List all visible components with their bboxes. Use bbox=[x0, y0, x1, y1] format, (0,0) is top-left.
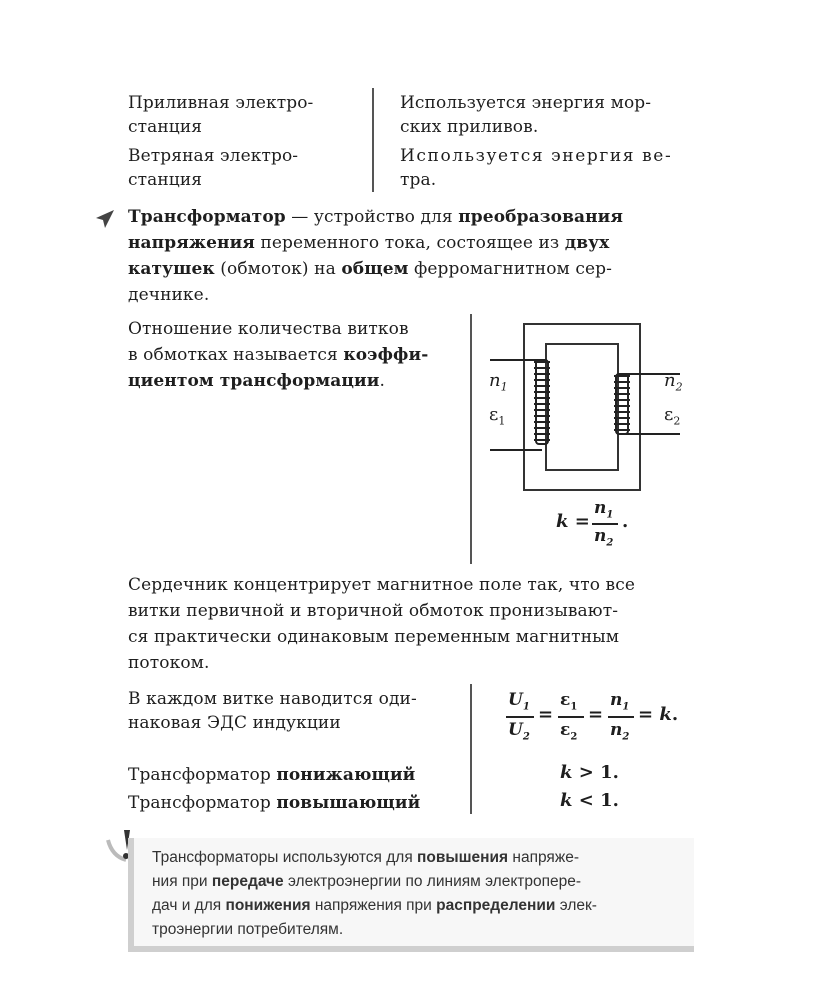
label-e2: $\varepsilon_2$ bbox=[664, 404, 681, 428]
ratio-line: в обмотках называется коэффи- bbox=[128, 345, 429, 365]
core-line: витки первичной и вторичной обмоток пронизывают- bbox=[128, 601, 619, 621]
definition-line: катушек (обмоток) на общем ферромагнитном сер- bbox=[128, 259, 612, 279]
k-less-than-1: k < 1. bbox=[560, 790, 619, 811]
station-name-line: станция bbox=[128, 117, 203, 137]
equals-sign: = bbox=[588, 704, 604, 725]
core-line: Сердечник концентрирует магнитное поле так, что все bbox=[128, 575, 635, 595]
fraction-bar bbox=[558, 716, 584, 718]
label-e1: $\varepsilon_1$ bbox=[489, 404, 506, 428]
station-name-line: станция bbox=[128, 170, 203, 190]
note-box bbox=[128, 838, 694, 952]
station-desc-line: ских приливов. bbox=[400, 117, 539, 137]
note-line: троэнергии потребителям. bbox=[152, 921, 344, 938]
arrow-marker-icon bbox=[94, 208, 116, 230]
note-line: Трансформаторы используются для повышения напряже- bbox=[152, 849, 579, 866]
k-denominator: $n_2$ bbox=[594, 526, 614, 549]
k-numerator: $n_1$ bbox=[594, 498, 614, 521]
fraction-bar bbox=[506, 716, 534, 718]
ratio-line: Отношение количества витков bbox=[128, 319, 409, 339]
core-line: потоком. bbox=[128, 653, 210, 673]
column-divider bbox=[372, 88, 374, 192]
column-divider bbox=[470, 684, 472, 814]
k-formula-dot: . bbox=[622, 511, 629, 532]
label-n2: $n_2$ bbox=[664, 370, 683, 394]
transformer-diagram bbox=[484, 318, 694, 498]
note-line: дач и для понижения напряжения при распределении элек- bbox=[152, 897, 597, 914]
ratio-line: циентом трансформации. bbox=[128, 371, 385, 391]
type-step-down: Трансформатор понижающий bbox=[128, 765, 416, 785]
k-greater-than-1: k > 1. bbox=[560, 762, 619, 783]
label-n1: $n_1$ bbox=[489, 370, 508, 394]
definition-line: Трансформатор — устройство для преобразования bbox=[128, 207, 624, 227]
definition-line: дечнике. bbox=[128, 285, 210, 305]
fraction-bar bbox=[592, 523, 618, 525]
note-line: ния при передаче электроэнергии по линиям электропере- bbox=[152, 873, 582, 890]
emf-line: В каждом витке наводится оди- bbox=[128, 689, 417, 709]
definition-line: напряжения переменного тока, состоящее из двух bbox=[128, 233, 610, 253]
station-name-line: Приливная электро- bbox=[128, 93, 314, 113]
column-divider bbox=[470, 314, 472, 564]
station-desc-line: тра. bbox=[400, 170, 437, 190]
station-desc-line: Используется энергия ве- bbox=[400, 146, 673, 166]
fraction-bar bbox=[608, 716, 634, 718]
station-name-line: Ветряная электро- bbox=[128, 146, 299, 166]
station-desc-line: Используется энергия мор- bbox=[400, 93, 652, 113]
emf-line: наковая ЭДС индукции bbox=[128, 713, 341, 733]
equals-sign: = bbox=[538, 704, 554, 725]
type-step-up: Трансформатор повышающий bbox=[128, 793, 421, 813]
core-line: ся практически одинаковым переменным магнитным bbox=[128, 627, 620, 647]
